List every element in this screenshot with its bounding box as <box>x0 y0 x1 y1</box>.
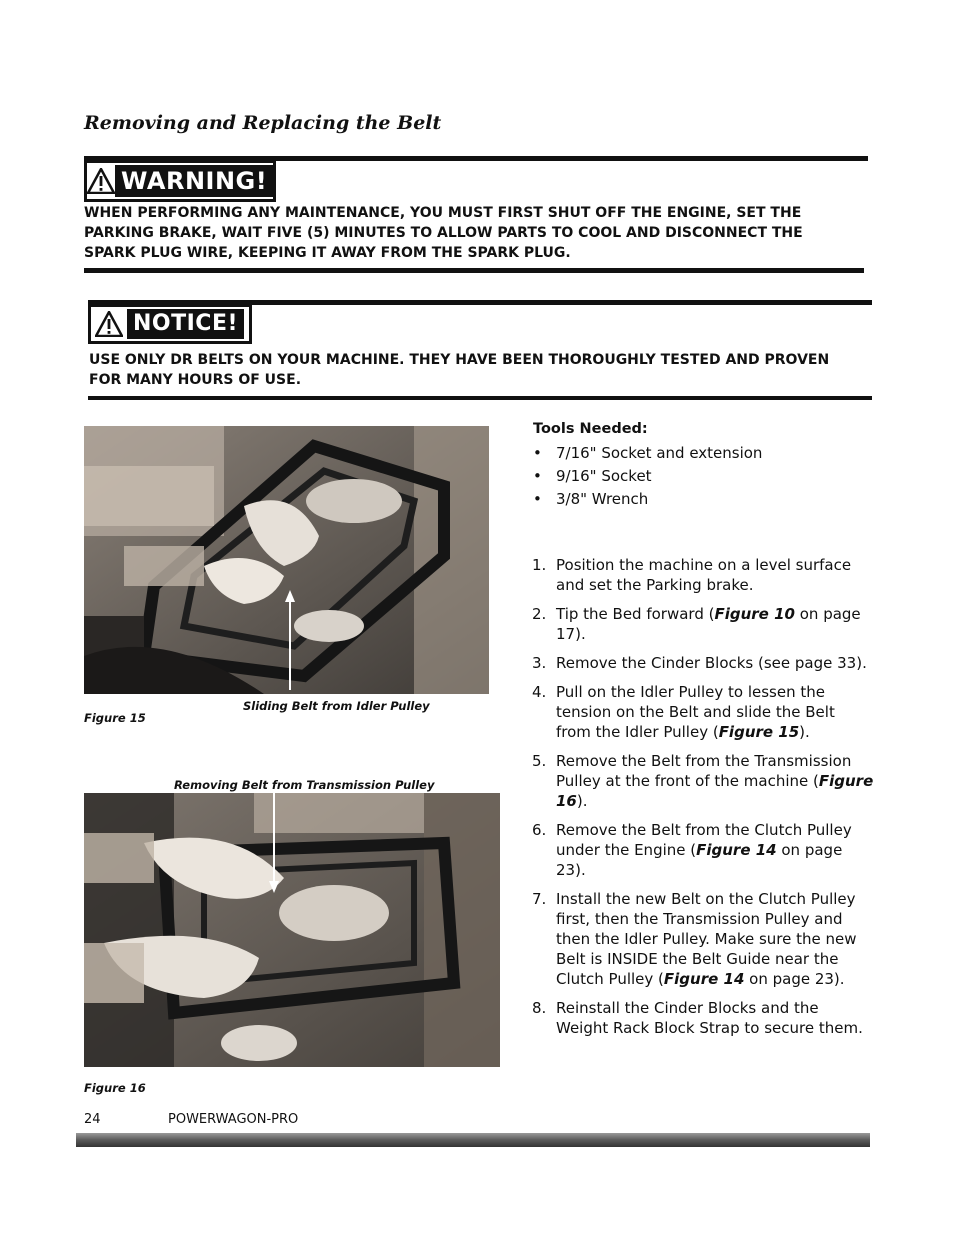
step-item: 4. Pull on the Idler Pulley to lessen the tension on the Belt and slide the Belt from the Idler Pulley (Figure 15). <box>532 683 835 741</box>
figure-16-photo <box>84 793 500 1067</box>
list-item: • 9/16" Socket <box>533 465 863 488</box>
notice-badge <box>88 304 252 344</box>
figure-16-callout-arrow <box>266 793 282 893</box>
figure-16-caption: Removing Belt from Transmission Pulley <box>174 778 435 792</box>
notice-bottom-rule <box>88 396 872 400</box>
product-name: POWERWAGON-PRO <box>168 1112 299 1127</box>
step-item: 3. Remove the Cinder Blocks (see page 33). <box>532 654 867 672</box>
step-item: 5. Remove the Belt from the Transmission Pulley at the front of the machine (Figure 16). <box>532 752 874 810</box>
footer-bar <box>76 1133 870 1147</box>
step-item: 2. Tip the Bed forward (Figure 10 on page 17). <box>532 605 861 643</box>
exclamation-triangle-icon <box>87 164 115 198</box>
page-number: 24 <box>84 1112 101 1127</box>
step-item: 1. Position the machine on a level surface and set the Parking brake. <box>532 556 852 594</box>
warning-label: WARNING! <box>115 165 273 197</box>
step-item: 8. Reinstall the Cinder Blocks and the Weight Rack Block Strap to secure them. <box>532 999 863 1037</box>
section-title: Removing and Replacing the Belt <box>84 112 442 134</box>
steps-list <box>532 555 882 1047</box>
warning-text: WHEN PERFORMING ANY MAINTENANCE, YOU MUST FIRST SHUT OFF THE ENGINE, SET THE PARKING BRAKE, WAIT FIVE (5) MINUTES TO ALLOW PARTS TO COOL AND DISCONNECT THE SPARK PLUG WIRE, KEEPING IT AWAY FROM THE SPARK PLUG. <box>84 205 803 261</box>
warning-badge <box>84 160 276 202</box>
list-item: • 7/16" Socket and extension <box>533 442 863 465</box>
figure-15-callout-arrow <box>282 590 298 690</box>
figure-15-label: Figure 15 <box>84 711 146 725</box>
notice-text: USE ONLY DR BELTS ON YOUR MACHINE. THEY HAVE BEEN THOROUGHLY TESTED AND PROVEN FOR MANY HOURS OF USE. <box>89 352 830 388</box>
warning-bottom-rule <box>84 268 864 273</box>
tools-list <box>533 442 863 511</box>
figure-reference: Figure 15 <box>718 723 800 741</box>
exclamation-triangle-icon <box>91 307 127 341</box>
figure-16-label: Figure 16 <box>84 1081 146 1095</box>
figure-15-caption: Sliding Belt from Idler Pulley <box>243 699 430 713</box>
tools-heading: Tools Needed: <box>533 421 648 437</box>
figure-reference: Figure 14 <box>663 970 745 988</box>
figure-reference: Figure 10 <box>714 605 795 623</box>
list-item: • 3/8" Wrench <box>533 488 863 511</box>
figure-reference: Figure 14 <box>696 841 777 859</box>
notice-label: NOTICE! <box>127 309 244 339</box>
figure-reference: Figure 16 <box>556 772 874 810</box>
step-item: 6. Remove the Belt from the Clutch Pulley under the Engine (Figure 14 on page 23). <box>532 821 852 879</box>
step-item: 7. Install the new Belt on the Clutch Pulley first, then the Transmission Pulley and then the Idler Pulley. Make sure the new Belt is INSIDE the Belt Guide near the Clutch Pulley (Figure 14 on page 23). <box>532 890 857 988</box>
